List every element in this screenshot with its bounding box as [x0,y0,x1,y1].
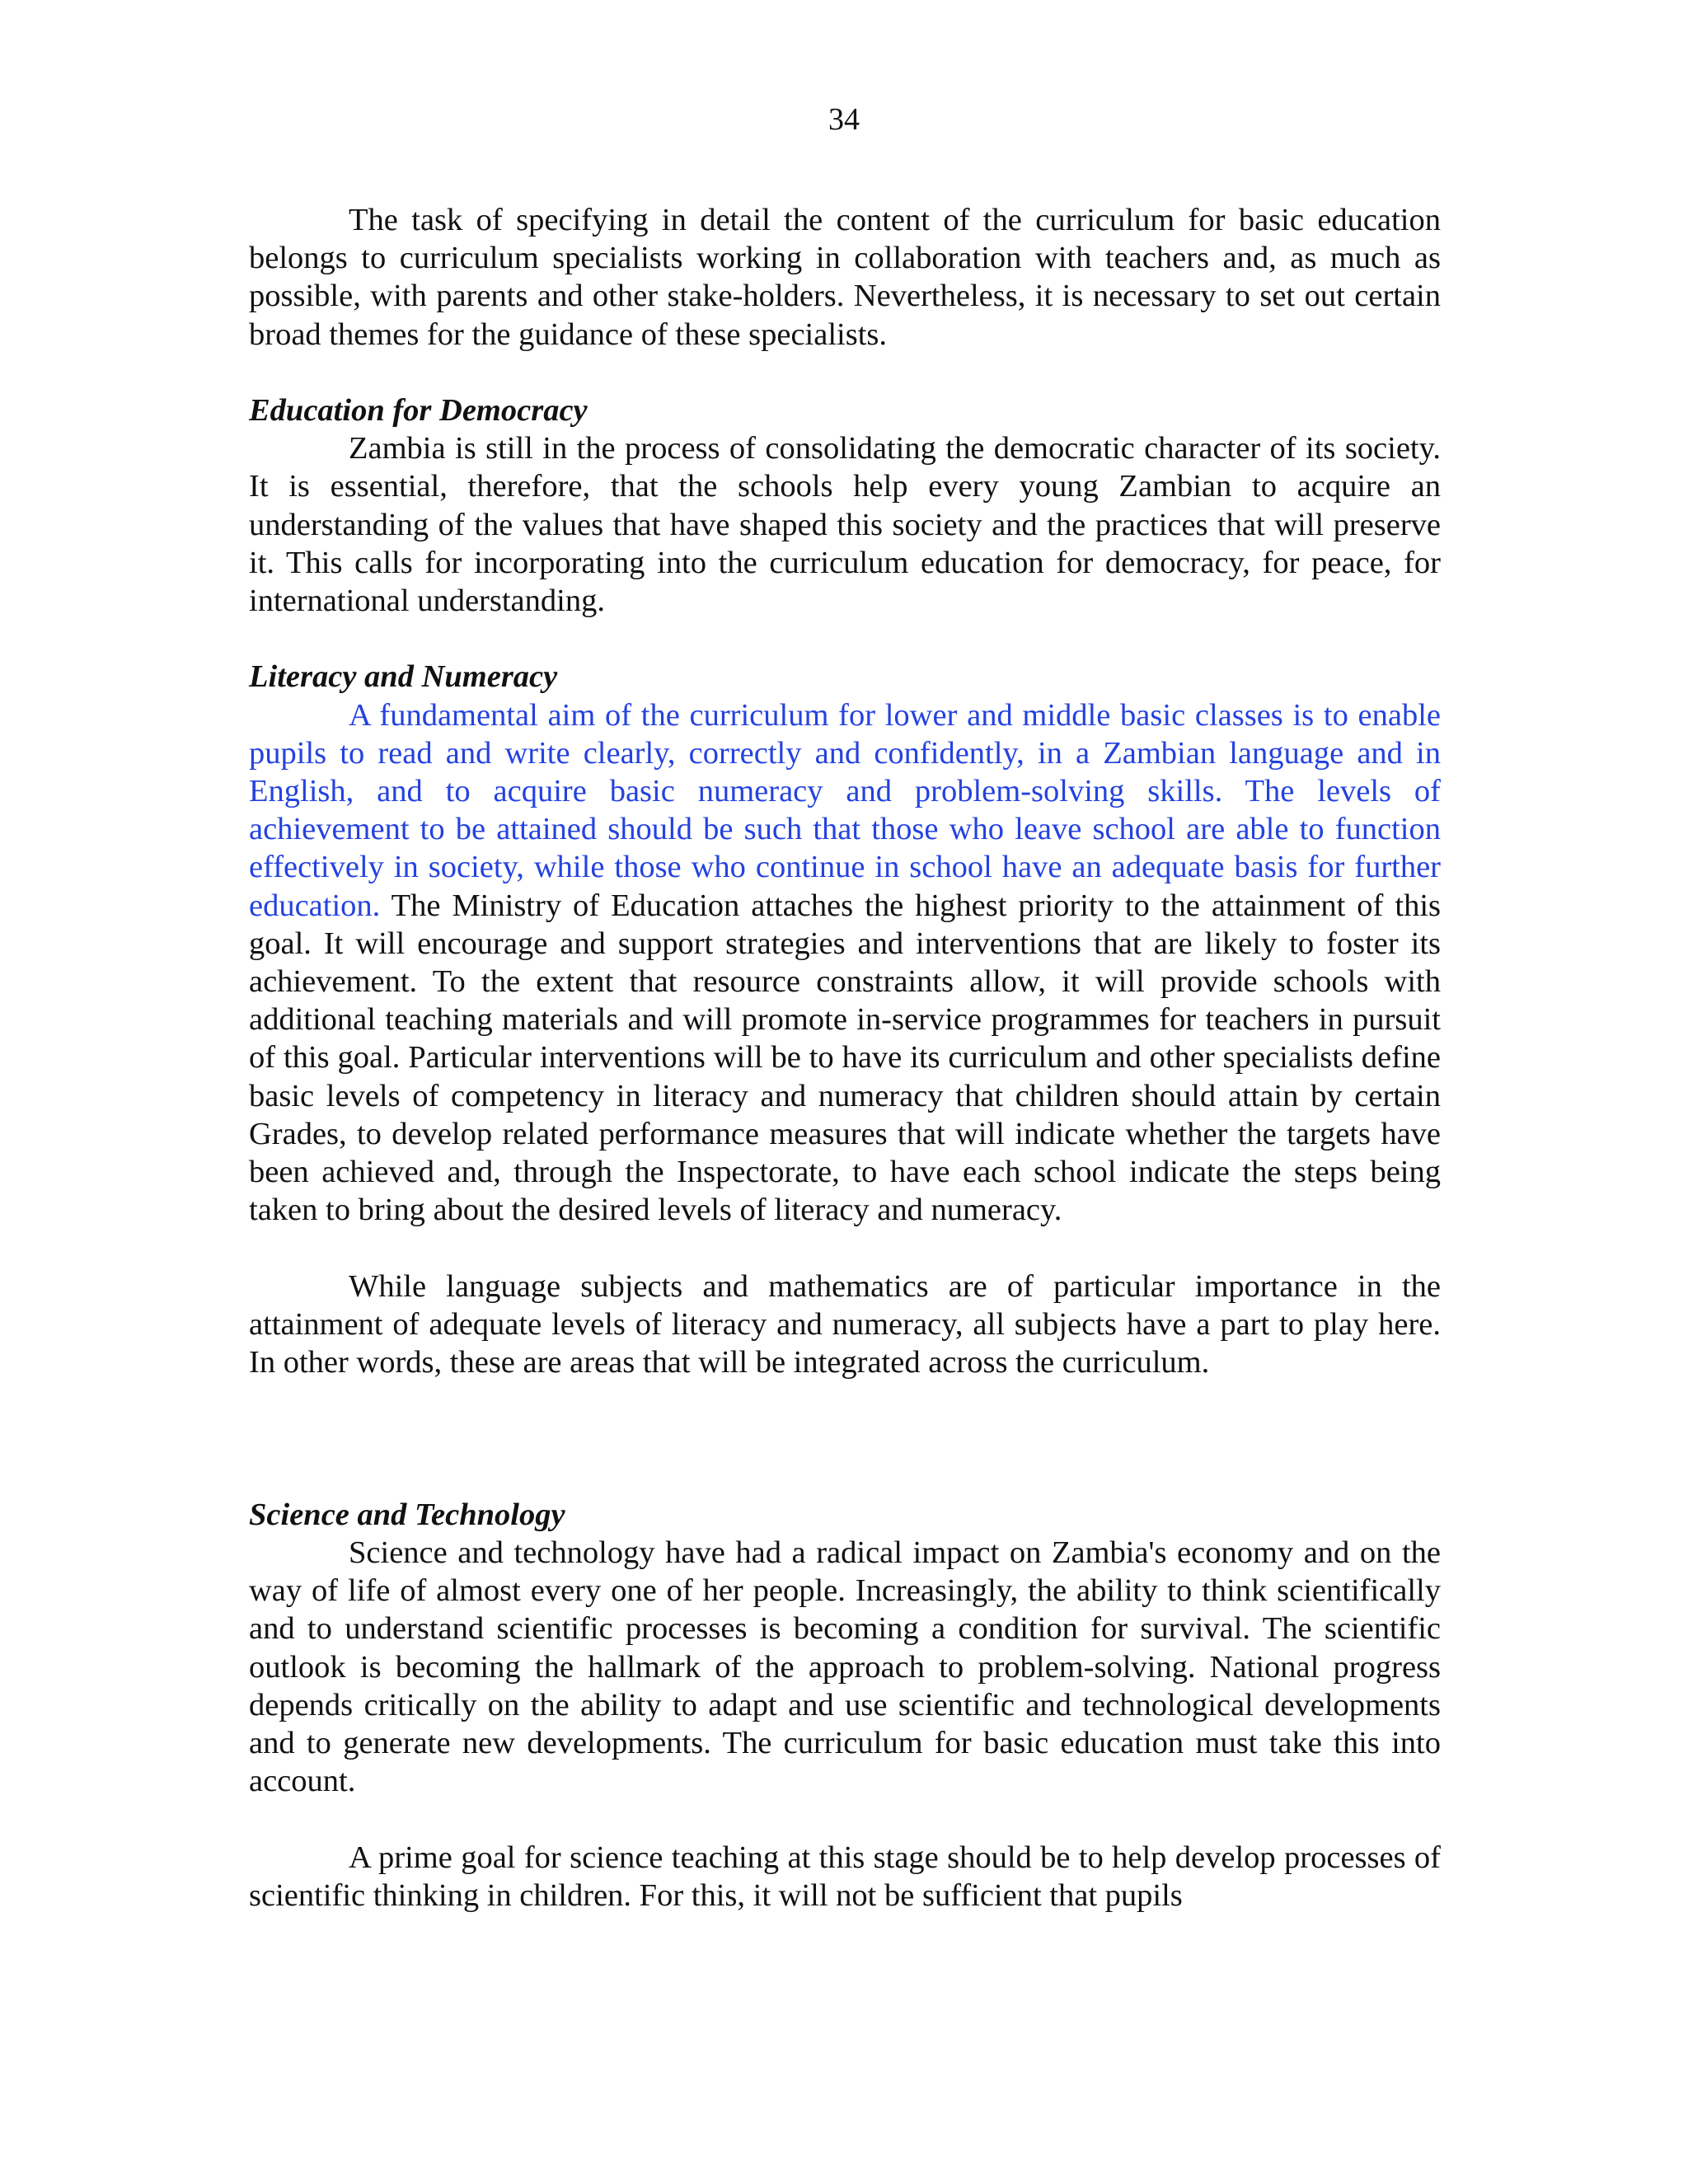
section-heading-literacy: Literacy and Numeracy [249,659,558,695]
intro-paragraph: The task of specifying in detail the content of the curriculum for basic education belongs to curriculum specialists working in collaboration with teachers and, as much as possible, with parents and other stake-holders. Nevertheless, it is necessary to set out certain broad themes for the guidance of these specialists. [249,203,1441,352]
highlighted-text: A fundamental aim of the curriculum for lower and middle basic classes is to enable pupils to read and write clearly, correctly and confidently, in a Zambian language and in English, and to acquire basic numeracy and problem-solving skills. The levels of achievement to be attained should be such that those who leave school are able to function effectively in society, while those who continue in school have an adequate basis for further education. [249,697,1441,923]
section-heading-democracy: Education for Democracy [249,393,588,428]
science-paragraph: Science and technology have had a radical impact on Zambia's economy and on the way of life of almost every one of her people. Increasingly, the ability to think scientifically and to understand scientific processes is becoming a condition for survival. The scientific outlook is becoming the hallmark of the approach to problem-solving. National progress depends critically on the ability to adapt and use scientific and technological developments and to generate new developments. The curriculum for basic education must take this into account. [249,1535,1441,1799]
spacer [249,354,1441,391]
democracy-paragraph: Zambia is still in the process of consolidating the democratic character of its society. It is essential, therefore, that the schools help every young Zambian to acquire an understanding of the values that have shaped this society and the practices that will preserve it. This calls for incorporating into the curriculum education for democracy, for peace, for international understanding. [249,431,1441,619]
science-paragraph-2: A prime goal for science teaching at this stage should be to help develop processes of scientific thinking in children. For this, it will not be sufficient that pupils [249,1840,1441,1913]
literacy-text: The Ministry of Education attaches the highest priority to the attainment of this goal. It will encourage and support strategies and interventions that are likely to foster its achievement. To the extent that resource constraints allow, it will provide schools with additional teaching materials and will promote in-service programmes for teachers in pursuit of this goal. Particular interventions will be to have its curriculum and other specialists define basic levels of competency in literacy and numeracy that children should attain by certain Grades, to develop related performance measures that will indicate whether the targets have been achieved and, through the Inspectorate, to have each school indicate the steps being taken to bring about the desired levels of literacy and numeracy. [249,888,1441,1228]
page-number: 34 [828,102,860,137]
spacer [249,1381,1441,1496]
literacy-paragraph-2: While language subjects and mathematics are of particular importance in the attainment of adequate levels of literacy and numeracy, all subjects have a part to play here. In other words, these are areas that will be integrated across the curriculum. [249,1268,1441,1380]
spacer [249,620,1441,658]
literacy-paragraph [249,696,1441,1230]
spacer [249,1229,1441,1267]
document-body [249,201,1441,1915]
spacer [249,1800,1441,1838]
section-heading-science: Science and Technology [249,1497,565,1532]
